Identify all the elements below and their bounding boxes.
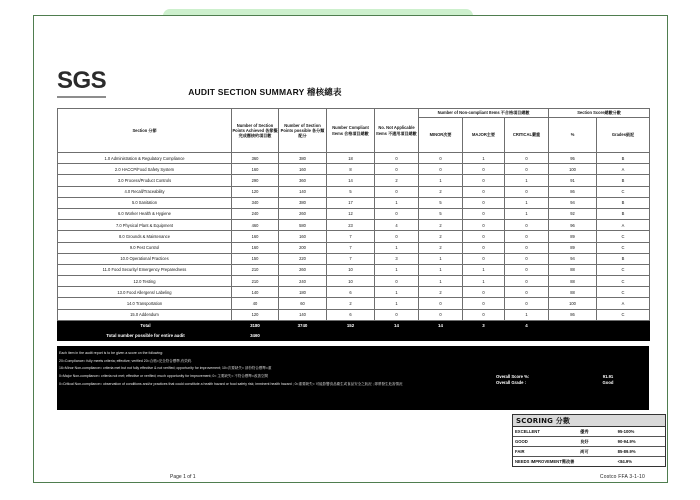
footer-reference-code: Costco FFA 3-1-10	[599, 474, 645, 480]
cell-total-compliant-items: 152	[327, 320, 375, 330]
cell-not-applicable: 1	[375, 298, 419, 309]
cell-grade: B	[597, 208, 650, 219]
scoring-range: 85-89.9%	[617, 449, 636, 454]
cell-section-name: 15.0 Addendum	[58, 309, 232, 320]
scoring-label-cn: 優秀	[580, 428, 589, 434]
cell-points-achieved: 340	[232, 197, 279, 208]
scoring-label-cn: 良好	[580, 438, 589, 444]
scoring-legend-rows	[513, 427, 665, 466]
cell-critical: 0	[505, 220, 549, 231]
overall-score-label: Overall Score %:	[496, 374, 530, 379]
cell-total-possible-blank	[419, 330, 463, 340]
cell-compliant-items: 7	[327, 253, 375, 264]
cell-not-applicable: 1	[375, 197, 419, 208]
cell-not-applicable: 0	[375, 276, 419, 287]
cell-major: 1	[463, 153, 505, 164]
table-row	[58, 309, 650, 320]
cell-compliant-items: 10	[327, 276, 375, 287]
cell-section-name: 4.0 Recall/Traceability	[58, 186, 232, 197]
cell-points-possible: 140	[279, 309, 327, 320]
cell-total-critical: 4	[505, 320, 549, 330]
cell-percent: 88	[549, 264, 597, 275]
cell-percent: 100	[549, 164, 597, 175]
table-row	[58, 287, 650, 298]
cell-points-possible: 160	[279, 164, 327, 175]
cell-points-achieved: 160	[232, 231, 279, 242]
cell-compliant-items: 12	[327, 208, 375, 219]
cell-critical: 0	[505, 153, 549, 164]
scoring-range: 95-100%	[617, 429, 635, 434]
cell-minor: 2	[419, 231, 463, 242]
overall-grade-row	[496, 380, 644, 386]
cell-points-possible: 180	[279, 287, 327, 298]
cell-minor: 1	[419, 175, 463, 186]
cell-section-name: 11.0 Food Security/ Emergency Preparedness	[58, 264, 232, 275]
notes-line-critical: 0=Critical Non-compliance= observation of conditions and/or practices that could constitute a health hazard or food safety risk; imminent health hazard ; 0=重要缺失= 可能影響食品衛生或食品安全之狀況 ; 即將發生危害情況	[59, 381, 403, 386]
table-row	[58, 264, 650, 275]
cell-points-achieved: 40	[232, 298, 279, 309]
cell-major: 0	[463, 298, 505, 309]
cell-compliant-items: 7	[327, 242, 375, 253]
cell-major: 0	[463, 186, 505, 197]
table-total-row	[58, 320, 650, 330]
cell-grade: C	[597, 186, 650, 197]
cell-not-applicable: 0	[375, 186, 419, 197]
col-header-points-achieved: Number of Section Points Achieved 各節擬完成應核約項目數	[232, 109, 279, 153]
cell-points-possible: 380	[279, 153, 327, 164]
cell-minor: 2	[419, 242, 463, 253]
scoring-legend-row	[513, 427, 665, 437]
table-group-header-row	[58, 109, 650, 118]
cell-points-achieved: 240	[232, 208, 279, 219]
cell-points-achieved: 120	[232, 186, 279, 197]
cell-critical: 1	[505, 208, 549, 219]
cell-not-applicable: 1	[375, 242, 419, 253]
cell-compliant-items: 10	[327, 264, 375, 275]
cell-major: 0	[463, 197, 505, 208]
cell-minor: 0	[419, 309, 463, 320]
cell-total-percent	[549, 320, 597, 330]
cell-major: 0	[463, 253, 505, 264]
cell-section-name: 5.0 Sanitation	[58, 197, 232, 208]
col-header-critical: CRITICAL嚴重	[505, 118, 549, 153]
cell-section-name: 2.0 HACCP/Food Safety System	[58, 164, 232, 175]
cell-compliant-items: 7	[327, 231, 375, 242]
cell-not-applicable: 0	[375, 164, 419, 175]
document-frame	[33, 15, 668, 483]
cell-compliant-items: 17	[327, 197, 375, 208]
scoring-legend	[512, 414, 666, 467]
cell-minor: 0	[419, 153, 463, 164]
cell-points-possible: 220	[279, 253, 327, 264]
cell-percent: 94	[549, 253, 597, 264]
document-header	[57, 68, 649, 98]
col-header-major: MAJOR主要	[463, 118, 505, 153]
cell-major: 0	[463, 208, 505, 219]
cell-grade: C	[597, 264, 650, 275]
cell-compliant-items: 14	[327, 175, 375, 186]
cell-percent: 96	[549, 220, 597, 231]
cell-total-major: 3	[463, 320, 505, 330]
scoring-notes-block	[57, 346, 649, 410]
col-header-section: Section 分節	[58, 109, 232, 153]
notes-intro: Each item in the audit report is to be given a score on the following:	[59, 351, 164, 355]
cell-grade: B	[597, 197, 650, 208]
scoring-label-cn: 尚可	[580, 448, 589, 454]
cell-points-possible: 260	[279, 208, 327, 219]
cell-major: 0	[463, 164, 505, 175]
col-header-minor: MINOR次要	[419, 118, 463, 153]
cell-grade: A	[597, 220, 650, 231]
cell-percent: 95	[549, 153, 597, 164]
table-row	[58, 175, 650, 186]
cell-percent: 92	[549, 208, 597, 219]
table-row	[58, 164, 650, 175]
cell-total-possible-blank	[597, 330, 650, 340]
cell-total-possible-label: Total number possible for entire audit	[58, 330, 232, 340]
cell-points-achieved: 210	[232, 276, 279, 287]
cell-section-name: 3.0 Process/Product Controls	[58, 175, 232, 186]
cell-points-achieved: 120	[232, 309, 279, 320]
cell-compliant-items: 23	[327, 220, 375, 231]
cell-major: 0	[463, 309, 505, 320]
table-row	[58, 298, 650, 309]
cell-minor: 5	[419, 197, 463, 208]
cell-points-possible: 580	[279, 220, 327, 231]
cell-major: 1	[463, 276, 505, 287]
cell-not-applicable: 1	[375, 287, 419, 298]
cell-section-name: 12.0 Testing	[58, 276, 232, 287]
footer-page-number: Page 1 of 1	[170, 474, 196, 480]
cell-grade: A	[597, 298, 650, 309]
cell-not-applicable: 0	[375, 153, 419, 164]
cell-grade: C	[597, 242, 650, 253]
scoring-legend-row	[513, 457, 665, 466]
cell-percent: 88	[549, 276, 597, 287]
cell-percent: 100	[549, 298, 597, 309]
table-row	[58, 153, 650, 164]
scoring-legend-row	[513, 447, 665, 457]
cell-minor: 1	[419, 276, 463, 287]
notes-line-minor: 16=Minor Non-compliance= criteria met but not fully effective & not verified; opportunity for improvement; 10=次要缺失= 部份符合標準=重	[59, 366, 272, 371]
cell-total-minor: 14	[419, 320, 463, 330]
cell-total-possible-blank	[505, 330, 549, 340]
cell-total-possible-blank	[463, 330, 505, 340]
cell-major: 0	[463, 220, 505, 231]
cell-critical: 0	[505, 164, 549, 175]
cell-points-possible: 240	[279, 276, 327, 287]
cell-points-achieved: 140	[232, 287, 279, 298]
table-row	[58, 208, 650, 219]
cell-compliant-items: 18	[327, 153, 375, 164]
cell-section-name: 7.0 Physical Plant & Equipment	[58, 220, 232, 231]
audit-document	[57, 68, 649, 341]
cell-percent: 89	[549, 231, 597, 242]
cell-percent: 89	[549, 242, 597, 253]
cell-grade: C	[597, 287, 650, 298]
cell-compliant-items: 6	[327, 309, 375, 320]
cell-points-achieved: 160	[232, 242, 279, 253]
cell-critical: 0	[505, 186, 549, 197]
cell-total-possible-blank	[327, 330, 375, 340]
cell-critical: 1	[505, 175, 549, 186]
table-row	[58, 242, 650, 253]
cell-points-achieved: 210	[232, 264, 279, 275]
scoring-range: <84.9%	[617, 459, 632, 464]
cell-total-possible-blank	[549, 330, 597, 340]
cell-not-applicable: 3	[375, 253, 419, 264]
col-header-grade: Grades級記	[597, 118, 650, 153]
cell-critical: 0	[505, 298, 549, 309]
cell-minor: 0	[419, 298, 463, 309]
cell-total-possible-blank	[375, 330, 419, 340]
document-footer	[57, 474, 649, 480]
cell-total-possible-value: 3460	[232, 330, 279, 340]
cell-total-points-achieved: 3180	[232, 320, 279, 330]
cell-compliant-items: 6	[327, 287, 375, 298]
cell-minor: 2	[419, 220, 463, 231]
scoring-legend-row	[513, 437, 665, 447]
cell-critical: 1	[505, 197, 549, 208]
table-total-possible-row	[58, 330, 650, 340]
cell-compliant-items: 2	[327, 298, 375, 309]
cell-minor: 2	[419, 287, 463, 298]
cell-percent: 86	[549, 186, 597, 197]
cell-percent: 86	[549, 309, 597, 320]
cell-critical: 0	[505, 276, 549, 287]
col-header-points-possible: Number of Section Points possible 各分類配分	[279, 109, 327, 153]
cell-total-not-applicable: 14	[375, 320, 419, 330]
col-header-not-applicable: No. Not Applicable Items 不適用項目總數	[375, 109, 419, 153]
cell-percent: 94	[549, 197, 597, 208]
cell-points-possible: 360	[279, 175, 327, 186]
table-row	[58, 220, 650, 231]
cell-grade: C	[597, 231, 650, 242]
overall-grade-label: Overall Grade :	[496, 380, 527, 386]
col-header-compliant-items: Number Compliant Items 合格項目總數	[327, 109, 375, 153]
table-header	[58, 109, 650, 153]
scoring-range: 90-94.9%	[617, 439, 636, 444]
table-row	[58, 231, 650, 242]
cell-points-achieved: 290	[232, 175, 279, 186]
cell-points-possible: 60	[279, 298, 327, 309]
notes-line-major: 0=Major Non-compliance= criteria not met; effective or verified; much opportunity for improvement; 0= 主要缺失= 不符合標準=改善空間	[59, 373, 268, 378]
cell-not-applicable: 0	[375, 309, 419, 320]
overall-grade-value: Good	[602, 380, 614, 386]
cell-major: 0	[463, 231, 505, 242]
cell-points-possible: 380	[279, 197, 327, 208]
document-title: AUDIT SECTION SUMMARY 稽核總表	[188, 87, 342, 97]
scoring-legend-title: SCORING 分數	[513, 415, 665, 427]
table-body	[58, 153, 650, 341]
overall-result-panel	[496, 374, 644, 387]
cell-grade: B	[597, 153, 650, 164]
cell-section-name: 1.0 Administration & Regulatory Compliance	[58, 153, 232, 164]
cell-grade: B	[597, 175, 650, 186]
table-row	[58, 253, 650, 264]
cell-minor: 1	[419, 253, 463, 264]
cell-critical: 0	[505, 231, 549, 242]
table-row	[58, 276, 650, 287]
cell-critical: 0	[505, 287, 549, 298]
cell-total-label: Total	[58, 320, 232, 330]
cell-total-grade	[597, 320, 650, 330]
cell-critical: 0	[505, 253, 549, 264]
cell-not-applicable: 2	[375, 175, 419, 186]
cell-total-points-possible: 3740	[279, 320, 327, 330]
scoring-label-en: EXCELLENT	[515, 429, 540, 434]
cell-major: 1	[463, 264, 505, 275]
cell-points-possible: 200	[279, 242, 327, 253]
cell-not-applicable: 4	[375, 220, 419, 231]
cell-percent: 88	[549, 287, 597, 298]
notes-line-compliance: 20=Compliance= fully meets criteria; effective; verified 20=合格=完全符合標準,有效約.	[59, 358, 193, 363]
cell-points-possible: 160	[279, 231, 327, 242]
cell-major: 0	[463, 175, 505, 186]
cell-points-achieved: 160	[232, 164, 279, 175]
cell-section-name: 6.0 Worker Health & Hygiene	[58, 208, 232, 219]
cell-minor: 0	[419, 164, 463, 175]
cell-points-possible: 260	[279, 264, 327, 275]
cell-section-name: 14.0 Transportation	[58, 298, 232, 309]
cell-not-applicable: 1	[375, 264, 419, 275]
cell-minor: 1	[419, 264, 463, 275]
cell-critical: 0	[505, 242, 549, 253]
scoring-label-en: GOOD	[515, 439, 528, 444]
cell-critical: 1	[505, 309, 549, 320]
cell-compliant-items: 8	[327, 164, 375, 175]
cell-not-applicable: 0	[375, 231, 419, 242]
cell-section-name: 10.0 Operational Practices	[58, 253, 232, 264]
scoring-label-en: NEEDS IMPROVEMENT需改善	[515, 458, 575, 464]
scoring-label-en: FAIR	[515, 449, 525, 454]
table-row	[58, 197, 650, 208]
cell-major: 0	[463, 287, 505, 298]
cell-grade: B	[597, 253, 650, 264]
cell-grade: A	[597, 164, 650, 175]
cell-total-possible-blank	[279, 330, 327, 340]
sgs-logo: SGS	[57, 67, 106, 98]
cell-points-possible: 140	[279, 186, 327, 197]
cell-not-applicable: 0	[375, 208, 419, 219]
cell-major: 0	[463, 242, 505, 253]
col-group-noncompliant: Number of Non-compliant Items 不合格項目總數	[419, 109, 549, 118]
cell-compliant-items: 5	[327, 186, 375, 197]
cell-points-achieved: 460	[232, 220, 279, 231]
cell-section-name: 8.0 Grounds & Maintenance	[58, 231, 232, 242]
cell-critical: 0	[505, 264, 549, 275]
overall-score-value: 91.91	[602, 374, 614, 379]
cell-minor: 2	[419, 186, 463, 197]
cell-minor: 5	[419, 208, 463, 219]
cell-section-name: 13.0 Food Allergens/ Labeling	[58, 287, 232, 298]
audit-section-summary-table	[57, 108, 650, 341]
col-header-percent: %	[549, 118, 597, 153]
cell-grade: C	[597, 309, 650, 320]
table-row	[58, 186, 650, 197]
cell-grade: C	[597, 276, 650, 287]
cell-points-achieved: 360	[232, 153, 279, 164]
cell-section-name: 9.0 Pest Control	[58, 242, 232, 253]
cell-points-achieved: 150	[232, 253, 279, 264]
cell-percent: 91	[549, 175, 597, 186]
col-group-section-score: Section Score總數分數	[549, 109, 650, 118]
